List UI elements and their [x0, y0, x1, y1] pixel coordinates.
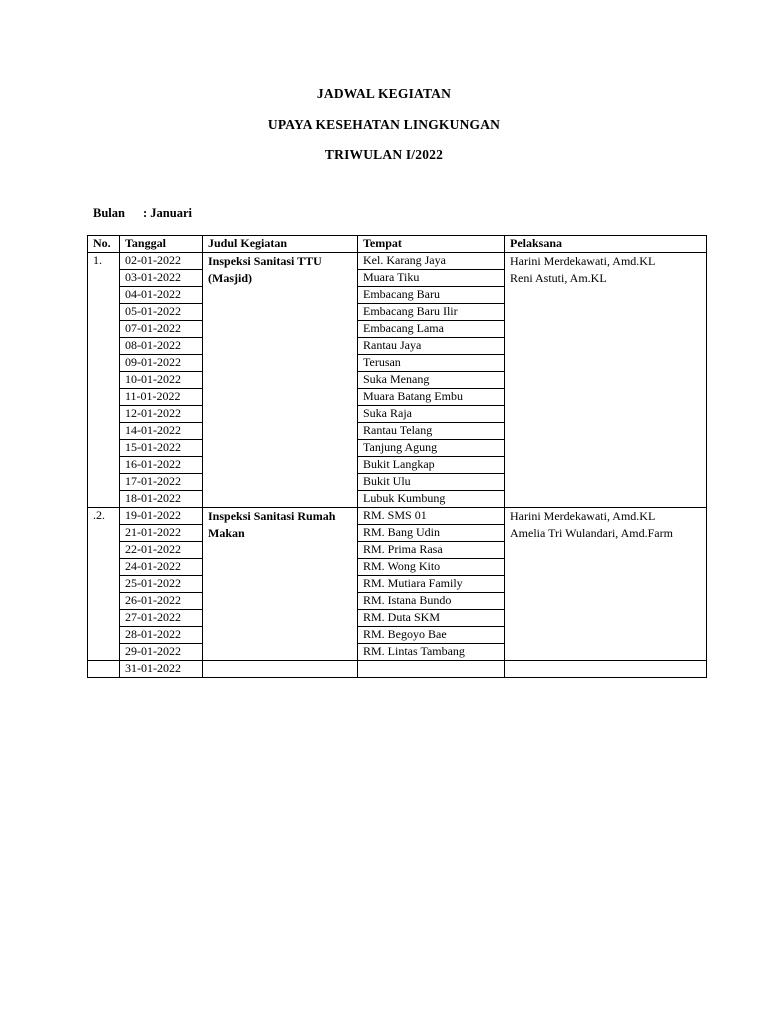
row-date: 24-01-2022	[120, 559, 203, 576]
table-header-row	[88, 236, 707, 253]
row-location: Muara Tiku	[358, 270, 505, 287]
row-date: 25-01-2022	[120, 576, 203, 593]
activity-title: Inspeksi Sanitasi TTU (Masjid)	[203, 253, 358, 508]
row-location: Rantau Telang	[358, 423, 505, 440]
row-date: 17-01-2022	[120, 474, 203, 491]
row-location: RM. Istana Bundo	[358, 593, 505, 610]
row-location: Bukit Ulu	[358, 474, 505, 491]
row-date: 28-01-2022	[120, 627, 203, 644]
row-location: RM. SMS 01	[358, 508, 505, 525]
executor-name: Harini Merdekawati, Amd.KL	[510, 254, 656, 268]
row-date: 27-01-2022	[120, 610, 203, 627]
row-number: .2.	[88, 508, 120, 661]
row-date: 05-01-2022	[120, 304, 203, 321]
row-date: 04-01-2022	[120, 287, 203, 304]
row-date: 16-01-2022	[120, 457, 203, 474]
table-row	[88, 253, 707, 270]
row-location: RM. Duta SKM	[358, 610, 505, 627]
row-date: 31-01-2022	[120, 661, 203, 678]
row-date: 21-01-2022	[120, 525, 203, 542]
row-date: 26-01-2022	[120, 593, 203, 610]
row-number: 1.	[88, 253, 120, 508]
row-location: Bukit Langkap	[358, 457, 505, 474]
row-location: Suka Raja	[358, 406, 505, 423]
col-header-tempat: Tempat	[358, 236, 505, 253]
activity-title: Inspeksi Sanitasi Rumah Makan	[203, 508, 358, 661]
executor-cell	[505, 661, 707, 678]
month-line	[93, 206, 192, 221]
row-date: 18-01-2022	[120, 491, 203, 508]
table-row	[88, 661, 707, 678]
row-date: 09-01-2022	[120, 355, 203, 372]
row-location: RM. Mutiara Family	[358, 576, 505, 593]
table-row	[88, 508, 707, 525]
row-date: 08-01-2022	[120, 338, 203, 355]
row-location: Embacang Lama	[358, 321, 505, 338]
executor-cell	[505, 253, 707, 508]
col-header-no: No.	[88, 236, 120, 253]
schedule-table	[87, 235, 707, 678]
row-number	[88, 661, 120, 678]
row-location	[358, 661, 505, 678]
month-value: : Januari	[143, 206, 192, 220]
row-date: 19-01-2022	[120, 508, 203, 525]
row-date: 03-01-2022	[120, 270, 203, 287]
row-location: Terusan	[358, 355, 505, 372]
row-location: RM. Lintas Tambang	[358, 644, 505, 661]
executor-name: Amelia Tri Wulandari, Amd.Farm	[510, 525, 673, 540]
row-location: Tanjung Agung	[358, 440, 505, 457]
col-header-judul: Judul Kegiatan	[203, 236, 358, 253]
row-location: Embacang Baru	[358, 287, 505, 304]
row-location: Suka Menang	[358, 372, 505, 389]
row-date: 15-01-2022	[120, 440, 203, 457]
row-location: Lubuk Kumbung	[358, 491, 505, 508]
row-date: 02-01-2022	[120, 253, 203, 270]
row-date: 22-01-2022	[120, 542, 203, 559]
executor-name: Harini Merdekawati, Amd.KL	[510, 509, 656, 523]
row-location: RM. Wong Kito	[358, 559, 505, 576]
col-header-pelaksana: Pelaksana	[505, 236, 707, 253]
row-date: 12-01-2022	[120, 406, 203, 423]
executor-name: Reni Astuti, Am.KL	[510, 270, 607, 285]
document-subtitle: UPAYA KESEHATAN LINGKUNGAN	[267, 117, 501, 132]
row-date: 07-01-2022	[120, 321, 203, 338]
activity-title	[203, 661, 358, 678]
row-date: 10-01-2022	[120, 372, 203, 389]
executor-cell	[505, 508, 707, 661]
row-date: 29-01-2022	[120, 644, 203, 661]
table-body	[88, 253, 707, 678]
row-location: RM. Begoyo Bae	[358, 627, 505, 644]
row-date: 11-01-2022	[120, 389, 203, 406]
row-location: Rantau Jaya	[358, 338, 505, 355]
row-location: Muara Batang Embu	[358, 389, 505, 406]
row-location: Kel. Karang Jaya	[358, 253, 505, 270]
row-date: 14-01-2022	[120, 423, 203, 440]
col-header-tanggal: Tanggal	[120, 236, 203, 253]
document-period: TRIWULAN I/2022	[324, 147, 444, 162]
row-location: RM. Prima Rasa	[358, 542, 505, 559]
month-label: Bulan	[93, 206, 125, 220]
document-title: JADWAL KEGIATAN	[316, 86, 452, 101]
row-location: RM. Bang Udin	[358, 525, 505, 542]
row-location: Embacang Baru Ilir	[358, 304, 505, 321]
